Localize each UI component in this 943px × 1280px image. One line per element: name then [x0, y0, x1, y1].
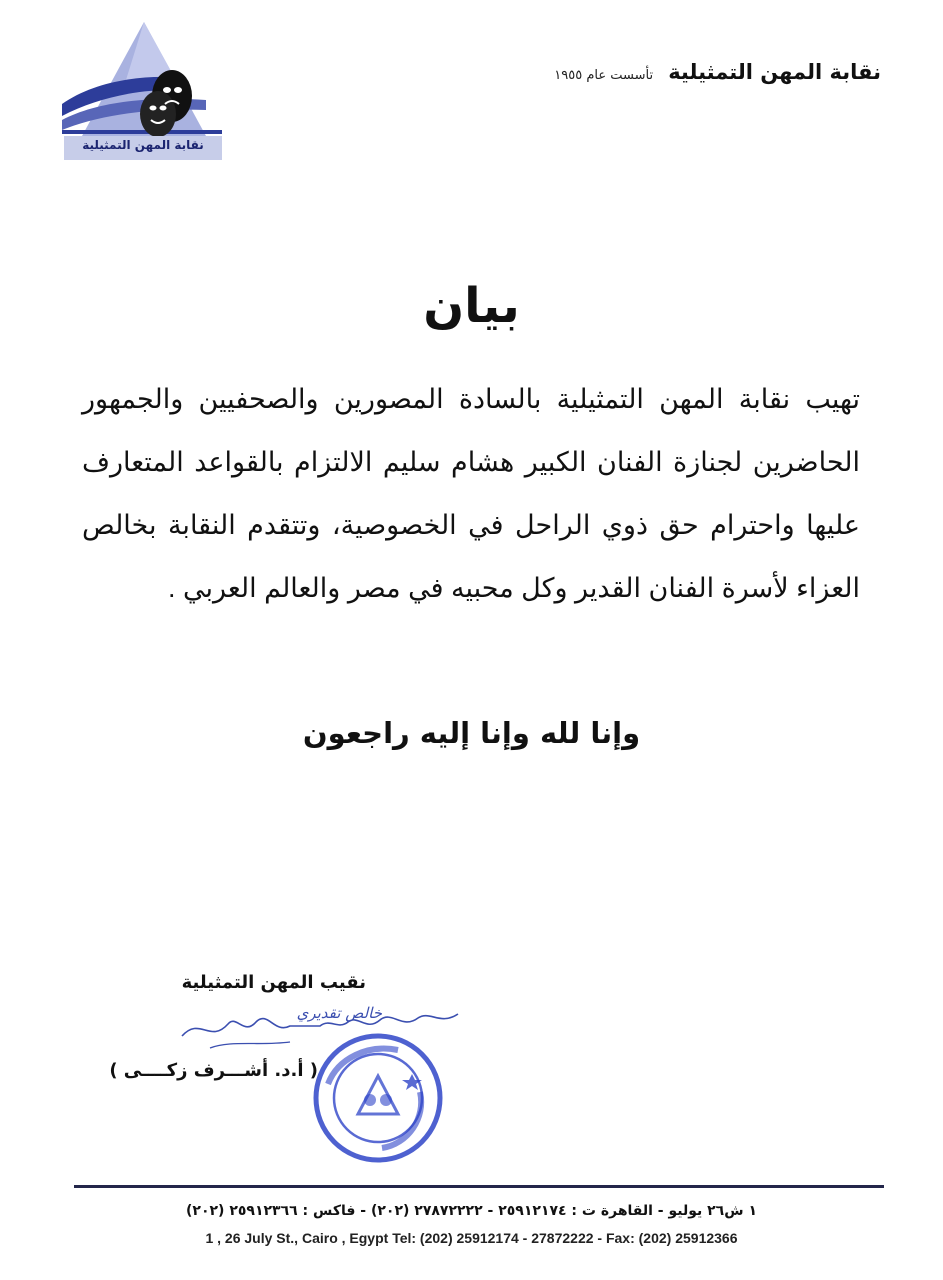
signatory-title: نقيب المهن التمثيلية — [181, 972, 366, 993]
organization-name: نقابة المهن التمثيلية — [668, 60, 881, 84]
footer-address-english: 1 , 26 July St., Cairo , Egypt Tel: (202) 25912174 - 27872222 - Fax: (202) 25912366 — [205, 1230, 738, 1246]
footer-address-arabic: ١ ش٢٦ يوليو - القاهرة ت : ٢٥٩١٢١٧٤ - ٢٧٨٧٢٢٢٢ (٢٠٢) - فاكس : ٢٥٩١٢٣٦٦ (٢٠٢) — [186, 1203, 757, 1219]
official-stamp — [308, 1028, 448, 1168]
letterhead — [554, 60, 881, 84]
signature-block — [109, 960, 470, 1170]
handwritten-note: خالص تقديري — [296, 1004, 382, 1022]
statement-title: بيان — [423, 278, 520, 334]
syndicate-logo — [56, 18, 228, 164]
statement-body: تهيب نقابة المهن التمثيلية بالسادة المصورين والصحفيين والجمهور الحاضرين لجنازة الفنان الكبير هشام سليم الالتزام بالقواعد المتعارف عليها واحترام حق ذوي الراحل في الخصوصية، وتتقدم النقابة بخالص العزاء لأسرة الفنان القدير وكل محبيه في مصر والعالم العربي . — [82, 384, 860, 603]
footer-divider — [74, 1185, 884, 1188]
closing-phrase: وإنا لله وإنا إليه راجعون — [302, 716, 641, 750]
founded-year: تأسست عام ١٩٥٥ — [554, 68, 654, 83]
logo-caption: نقابة المهن التمثيلية — [82, 138, 204, 152]
signatory-name: ( أ.د. أشـــرف زكــــى ) — [109, 1060, 318, 1081]
